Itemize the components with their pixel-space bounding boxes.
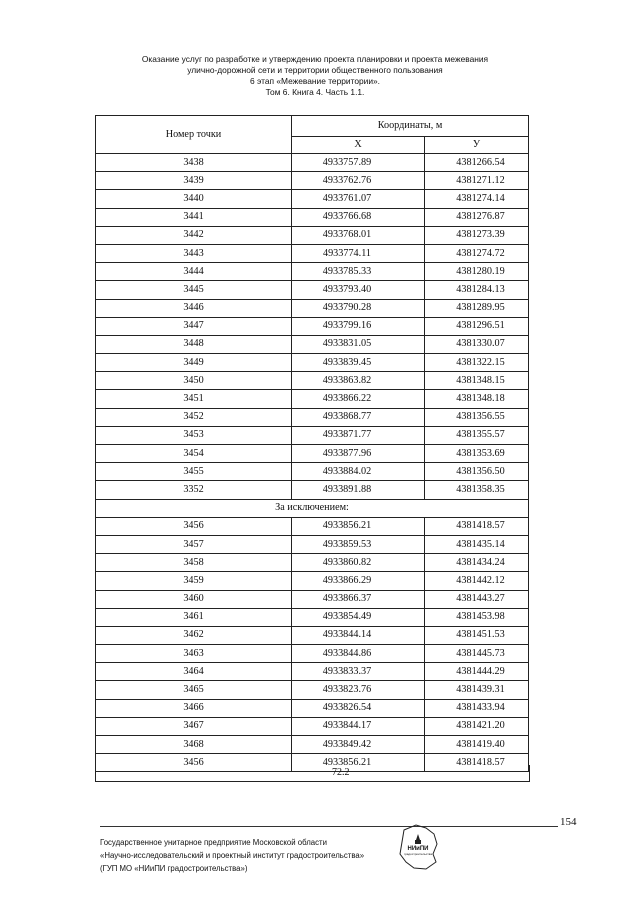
table-row [96,681,529,699]
document-header [100,54,530,98]
coord-y: 4381358.35 [425,481,529,499]
table-row [96,263,529,281]
point-number: 3457 [96,535,292,553]
coord-y: 4381330.07 [425,335,529,353]
coord-x: 4933860.82 [292,554,425,572]
point-number: 3455 [96,463,292,481]
table-row [96,317,529,335]
table-row [96,172,529,190]
table-row [96,535,529,553]
column-header-x: X [292,137,425,154]
point-number: 3466 [96,699,292,717]
table-row [96,244,529,262]
coord-x: 4933831.05 [292,335,425,353]
point-number: 3445 [96,281,292,299]
footer-line-2: «Научно-исследовательский и проектный институт градостроительства» [100,851,365,860]
institute-logo-icon [396,822,440,872]
coord-y: 4381443.27 [425,590,529,608]
point-number: 3439 [96,172,292,190]
coordinates-table [95,115,529,772]
point-number: 3454 [96,445,292,463]
table-row [96,354,529,372]
coord-x: 4933799.16 [292,317,425,335]
coord-x: 4933826.54 [292,699,425,717]
table-row [96,299,529,317]
point-number: 3453 [96,426,292,444]
table-row [96,154,529,172]
point-number: 3452 [96,408,292,426]
page-number: 154 [560,816,577,828]
table-row [96,445,529,463]
table-row [96,699,529,717]
table-row [96,736,529,754]
coord-x: 4933877.96 [292,445,425,463]
coord-y: 4381356.50 [425,463,529,481]
point-number: 3468 [96,736,292,754]
footer-divider [100,826,558,827]
point-number: 3458 [96,554,292,572]
table-row [96,663,529,681]
coord-y: 4381445.73 [425,645,529,663]
point-number: 3456 [96,517,292,535]
coord-y: 4381419.40 [425,736,529,754]
coord-y: 4381418.57 [425,517,529,535]
coord-y: 4381353.69 [425,445,529,463]
coord-y: 4381421.20 [425,717,529,735]
coord-y: 4381266.54 [425,154,529,172]
table-row [96,390,529,408]
point-number: 3465 [96,681,292,699]
exclusion-row [96,499,529,517]
table-row [96,517,529,535]
area-row [95,765,530,782]
point-number: 3456 [96,754,292,772]
coord-y: 4381451.53 [425,626,529,644]
table-row [96,717,529,735]
coord-x: 4933868.77 [292,408,425,426]
table-row [96,590,529,608]
area-value: 72.2 [332,767,350,778]
coord-y: 4381434.24 [425,554,529,572]
footer [100,836,364,875]
point-number: 3443 [96,244,292,262]
point-number: 3352 [96,481,292,499]
point-number: 3462 [96,626,292,644]
coord-x: 4933891.88 [292,481,425,499]
coord-y: 4381433.94 [425,699,529,717]
logo-text: НИиПИ [407,846,429,852]
coord-x: 4933774.11 [292,244,425,262]
point-number: 3446 [96,299,292,317]
point-number: 3440 [96,190,292,208]
coord-y: 4381355.57 [425,426,529,444]
logo-subtext: градостроительства [403,852,433,856]
footer-line-1: Государственное унитарное предприятие Московской области [100,838,327,847]
column-header-y: У [425,137,529,154]
point-number: 3438 [96,154,292,172]
coord-x: 4933839.45 [292,354,425,372]
coord-x: 4933866.37 [292,590,425,608]
coord-y: 4381280.19 [425,263,529,281]
table-row [96,408,529,426]
coord-y: 4381276.87 [425,208,529,226]
header-line-1: Оказание услуг по разработке и утверждению проекта планировки и проекта межевания [141,54,489,64]
coord-x: 4933757.89 [292,154,425,172]
coord-x: 4933871.77 [292,426,425,444]
coord-y: 4381273.39 [425,226,529,244]
coord-x: 4933844.14 [292,626,425,644]
table-row [96,626,529,644]
table-row [96,426,529,444]
coord-y: 4381271.12 [425,172,529,190]
table-row [96,372,529,390]
coord-x: 4933768.01 [292,226,425,244]
point-number: 3441 [96,208,292,226]
table-row [96,335,529,353]
table-row [96,208,529,226]
coord-x: 4933856.21 [292,754,425,772]
coord-x: 4933833.37 [292,663,425,681]
coord-y: 4381442.12 [425,572,529,590]
footer-line-3: (ГУП МО «НИиПИ градостроительства») [100,864,248,873]
coord-x: 4933863.82 [292,372,425,390]
coord-y: 4381453.98 [425,608,529,626]
coord-y: 4381274.14 [425,190,529,208]
table-row [96,190,529,208]
point-number: 3450 [96,372,292,390]
table-row [96,554,529,572]
header-line-3: 6 этап «Межевание территории». [250,76,380,86]
table-row [96,463,529,481]
coord-x: 4933854.49 [292,608,425,626]
point-number: 3447 [96,317,292,335]
coord-x: 4933762.76 [292,172,425,190]
coord-x: 4933856.21 [292,517,425,535]
coord-y: 4381284.13 [425,281,529,299]
point-number: 3444 [96,263,292,281]
table-row [96,572,529,590]
coord-y: 4381296.51 [425,317,529,335]
coord-y: 4381435.14 [425,535,529,553]
coord-x: 4933766.68 [292,208,425,226]
exclusion-label: За исключением: [96,499,529,517]
point-number: 3463 [96,645,292,663]
coord-x: 4933844.86 [292,645,425,663]
coord-x: 4933761.07 [292,190,425,208]
table-row [96,281,529,299]
coord-y: 4381356.55 [425,408,529,426]
header-line-2: улично-дорожной сети и территории общественного пользования [187,65,443,75]
coord-x: 4933785.33 [292,263,425,281]
table-row [96,226,529,244]
point-number: 3451 [96,390,292,408]
coord-x: 4933884.02 [292,463,425,481]
coord-x: 4933790.28 [292,299,425,317]
coord-y: 4381348.15 [425,372,529,390]
column-header-point: Номер точки [96,116,292,154]
coord-x: 4933793.40 [292,281,425,299]
coord-y: 4381274.72 [425,244,529,262]
coord-y: 4381322.15 [425,354,529,372]
column-header-coordinates: Координаты, м [292,116,529,137]
coord-y: 4381348.18 [425,390,529,408]
point-number: 3464 [96,663,292,681]
coord-y: 4381439.31 [425,681,529,699]
point-number: 3449 [96,354,292,372]
point-number: 3461 [96,608,292,626]
coord-x: 4933866.29 [292,572,425,590]
point-number: 3460 [96,590,292,608]
coord-x: 4933866.22 [292,390,425,408]
coord-x: 4933844.17 [292,717,425,735]
point-number: 3467 [96,717,292,735]
coord-y: 4381444.29 [425,663,529,681]
coord-x: 4933823.76 [292,681,425,699]
table-row [96,645,529,663]
point-number: 3442 [96,226,292,244]
coord-y: 4381418.57 [425,754,529,772]
point-number: 3448 [96,335,292,353]
coord-y: 4381289.95 [425,299,529,317]
coord-x: 4933859.53 [292,535,425,553]
table-row [96,481,529,499]
table-row [96,608,529,626]
coord-x: 4933849.42 [292,736,425,754]
point-number: 3459 [96,572,292,590]
header-line-4: Том 6. Книга 4. Часть 1.1. [265,87,365,97]
